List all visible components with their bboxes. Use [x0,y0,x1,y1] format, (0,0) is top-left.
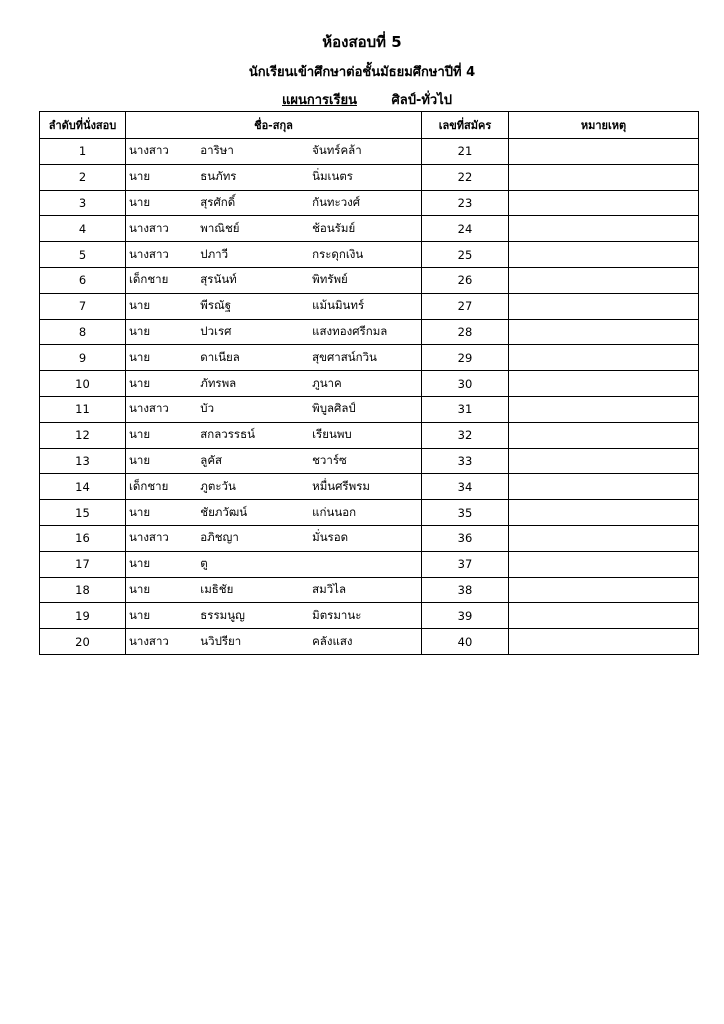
first-name: เมธิชัย [200,581,234,596]
student-name-cell [126,319,422,345]
last-name: หมื่นศรีพรม [312,478,370,493]
table-row [40,525,699,551]
remark-cell [509,629,699,655]
name-prefix: นางสาว [129,401,169,416]
application-number: 26 [422,267,509,293]
name-prefix: นาย [129,427,151,442]
seat-number: 3 [40,190,126,216]
application-number: 37 [422,551,509,577]
name-prefix: เด็กชาย [129,478,169,493]
application-number: 30 [422,371,509,397]
student-name-cell [126,603,422,629]
seat-number: 13 [40,448,126,474]
remark-cell [509,190,699,216]
table-row [40,500,699,526]
application-number: 33 [422,448,509,474]
application-number: 34 [422,474,509,500]
remark-cell [509,551,699,577]
student-name-cell [126,500,422,526]
name-prefix: นางสาว [129,633,169,648]
seat-number: 1 [40,139,126,165]
plan-line [282,89,452,110]
application-number: 36 [422,525,509,551]
last-name: แสงทองศรีกมล [312,323,388,338]
last-name: พิบูลศิลป์ [312,401,356,416]
col-header-name: ชื่อ-สกุล [126,112,422,139]
remark-cell [509,422,699,448]
first-name: สุรศักดิ์ [200,194,236,209]
student-name-cell [126,448,422,474]
last-name: มิตรมานะ [312,607,362,622]
name-prefix: นางสาว [129,530,169,545]
table-row [40,216,699,242]
first-name: ปภาวี [200,246,229,261]
student-name-cell [126,577,422,603]
table-row [40,164,699,190]
last-name: สุขศาสน์กวิน [312,349,377,364]
seat-number: 12 [40,422,126,448]
remark-cell [509,345,699,371]
remark-cell [509,139,699,165]
plan-label: แผนการเรียน [282,93,357,108]
first-name: ดาเนียล [200,349,240,364]
seat-number: 15 [40,500,126,526]
remark-cell [509,396,699,422]
table-row [40,139,699,165]
table-row [40,474,699,500]
remark-cell [509,448,699,474]
name-prefix: นาย [129,298,151,313]
seat-number: 4 [40,216,126,242]
col-header-seat: ลำดับที่นั่งสอบ [40,112,126,139]
name-prefix: นางสาว [129,246,169,261]
name-prefix: นาย [129,349,151,364]
table-row [40,345,699,371]
exam-seat-table [39,111,699,655]
application-number: 31 [422,396,509,422]
table-row [40,293,699,319]
name-prefix: นาย [129,556,151,571]
table-row [40,190,699,216]
table-row [40,603,699,629]
table-header-row [40,112,699,139]
seat-number: 7 [40,293,126,319]
remark-cell [509,293,699,319]
name-prefix: นาย [129,581,151,596]
first-name: พีรณัฐ [200,298,232,313]
last-name: มั่นรอด [312,530,349,545]
last-name: แก่นนอก [312,504,357,519]
page-title: ห้องสอบที่ 5 [322,33,402,51]
table-row [40,242,699,268]
name-prefix: นาย [129,323,151,338]
first-name: ลูคัส [200,452,223,467]
seat-number: 17 [40,551,126,577]
table-row [40,396,699,422]
student-name-cell [126,293,422,319]
name-prefix: นาย [129,194,151,209]
table-row [40,551,699,577]
name-prefix: นาย [129,169,151,184]
remark-cell [509,474,699,500]
remark-cell [509,577,699,603]
first-name: ชัยภวัฒน์ [200,504,248,519]
application-number: 24 [422,216,509,242]
remark-cell [509,525,699,551]
seat-number: 18 [40,577,126,603]
first-name: ธนภัทร [200,169,237,184]
name-prefix: เด็กชาย [129,272,169,287]
table-row [40,371,699,397]
student-name-cell [126,371,422,397]
student-name-cell [126,216,422,242]
name-prefix: นาย [129,607,151,622]
remark-cell [509,371,699,397]
first-name: อาริษา [200,143,234,158]
last-name: ช้อนรัมย์ [312,220,356,235]
seat-number: 8 [40,319,126,345]
seat-number: 9 [40,345,126,371]
first-name: สกลวรรธน์ [200,427,255,442]
last-name: จันทร์คล้า [312,143,362,158]
application-number: 39 [422,603,509,629]
first-name: สุรนันท์ [200,272,237,287]
seat-number: 6 [40,267,126,293]
first-name: พาณิชย์ [200,220,240,235]
seat-number: 14 [40,474,126,500]
seat-number: 16 [40,525,126,551]
last-name: กันทะวงศ์ [312,194,361,209]
remark-cell [509,216,699,242]
last-name: พิทรัพย์ [312,272,348,287]
seat-number: 2 [40,164,126,190]
student-name-cell [126,551,422,577]
student-name-cell [126,474,422,500]
name-prefix: นาย [129,452,151,467]
application-number: 38 [422,577,509,603]
last-name: กระดุกเงิน [312,246,364,261]
last-name: เรียนพบ [312,427,352,442]
table-row [40,577,699,603]
table-row [40,267,699,293]
col-header-remark: หมายเหตุ [509,112,699,139]
seat-number: 19 [40,603,126,629]
last-name: ชวาร์ซ [312,452,347,467]
first-name: บัว [200,401,215,416]
application-number: 23 [422,190,509,216]
seat-number: 10 [40,371,126,397]
application-number: 40 [422,629,509,655]
student-name-cell [126,267,422,293]
first-name: นวิปรียา [200,633,242,648]
student-name-cell [126,422,422,448]
application-number: 32 [422,422,509,448]
last-name: นิ่มเนตร [312,169,353,184]
name-prefix: นางสาว [129,220,169,235]
remark-cell [509,319,699,345]
student-name-cell [126,629,422,655]
table-row [40,422,699,448]
student-name-cell [126,190,422,216]
seat-number: 20 [40,629,126,655]
last-name: ภูนาค [312,375,342,390]
first-name: ธรรมนูญ [200,607,245,622]
student-name-cell [126,345,422,371]
remark-cell [509,267,699,293]
page-subtitle: นักเรียนเข้าศึกษาต่อชั้นมัธยมศึกษาปีที่ 4 [248,65,476,80]
seat-number: 5 [40,242,126,268]
student-name-cell [126,139,422,165]
student-name-cell [126,396,422,422]
seat-number: 11 [40,396,126,422]
application-number: 35 [422,500,509,526]
application-number: 22 [422,164,509,190]
remark-cell [509,500,699,526]
name-prefix: นางสาว [129,143,169,158]
application-number: 29 [422,345,509,371]
table-row [40,319,699,345]
table-row [40,448,699,474]
application-number: 25 [422,242,509,268]
last-name: แม้นมินทร์ [312,298,365,313]
student-name-cell [126,525,422,551]
remark-cell [509,603,699,629]
name-prefix: นาย [129,375,151,390]
application-number: 27 [422,293,509,319]
remark-cell [509,242,699,268]
first-name: ปวเรศ [200,323,232,338]
first-name: ภูตะวัน [200,478,236,493]
student-name-cell [126,164,422,190]
first-name: อภิชญา [200,530,239,545]
first-name: ภัทรพล [200,375,237,390]
col-header-application-no: เลขที่สมัคร [422,112,509,139]
name-prefix: นาย [129,504,151,519]
first-name: ตู [200,556,208,571]
last-name: สมวิไล [312,581,346,596]
table-row [40,629,699,655]
student-name-cell [126,242,422,268]
last-name: คลังแสง [312,633,353,648]
application-number: 21 [422,139,509,165]
application-number: 28 [422,319,509,345]
remark-cell [509,164,699,190]
plan-value: ศิลป์-ทั่วไป [391,93,453,108]
